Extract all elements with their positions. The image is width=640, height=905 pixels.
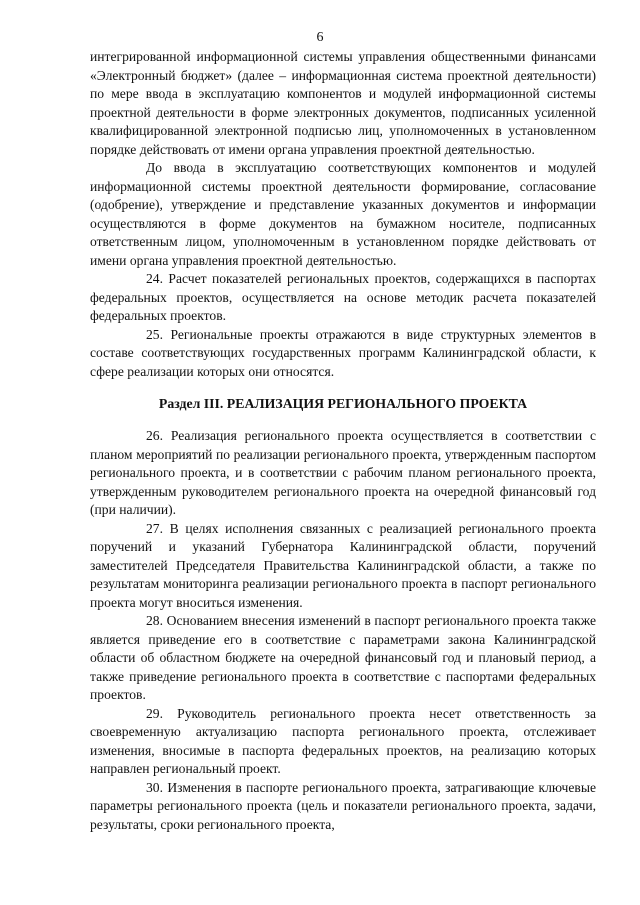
paragraph-26: 26. Реализация регионального проекта осуществляется в соответствии с планом мероприятий по реализации регионального проекта, утвержденным паспортом регионального проекта, и в соответствии с рабочим планом регионального проекта, утвержденным руководителем регионального проекта на очередной финансовый год (при наличии). (90, 428, 596, 517)
paragraph-30: 30. Изменения в паспорте регионального проекта, затрагивающие ключевые параметры регионального проекта (цель и показатели регионального проекта, задачи, результаты, сроки регионального проекта, (90, 779, 596, 832)
paragraph-25: 25. Региональные проекты отражаются в виде структурных элементов в составе соответствующих государственных программ Калининградской области, к сфере реализации которых они относятся. (90, 326, 596, 379)
paragraph-29: 29. Руководитель регионального проекта несет ответственность за своевременную актуализацию паспорта регионального проекта, отслеживает изменения, вносимые в паспорта федеральных проектов, на реализацию которых направлен региональный проект. (90, 705, 596, 776)
document-body (90, 48, 596, 834)
paragraph-24: 24. Расчет показателей региональных проектов, содержащихся в паспортах федеральных проектов, осуществляется на основе методик расчета показателей федеральных проектов. (90, 271, 596, 323)
paragraph-continuation: интегрированной информационной системы управления общественными финансами «Электронный бюджет» (далее – информационная система проектной деятельности) по мере ввода в эксплуатацию компонентов и модулей информационной системы проектной деятельности в форме электронных документов, подписанных усиленной квалифицированной электронной подписью лиц, уполномоченных в установленном порядке действовать от имени органа управления проектной деятельностью. (90, 49, 596, 157)
paragraph-before-commissioning: До ввода в эксплуатацию соответствующих компонентов и модулей информационной системы проектной деятельности формирование, согласование (одобрение), утверждение и представление указанных документов и информации осуществляются в форме документов на бумажном носителе, подписанных ответственным лицом, уполномоченным в установленном порядке действовать от имени органа управления проектной деятельностью. (90, 160, 596, 268)
paragraph-28: 28. Основанием внесения изменений в паспорт регионального проекта также является приведение его в соответствие с параметрами закона Калининградской области об областном бюджете на очередной финансовый год и плановый период, а также приведение регионального проекта в соответствие с паспортами федеральных проектов. (90, 613, 596, 702)
page-number: 6 (316, 30, 324, 45)
section-heading: Раздел III. РЕАЛИЗАЦИЯ РЕГИОНАЛЬНОГО ПРОЕКТА (158, 396, 528, 411)
paragraph-27: 27. В целях исполнения связанных с реализацией регионального проекта поручений и указаний Губернатора Калининградской области, поручений заместителей Председателя Правительства Калининградской области, а также по результатам мониторинга реализации регионального проекта в паспорт регионального проекта могут вноситься изменения. (90, 520, 596, 610)
